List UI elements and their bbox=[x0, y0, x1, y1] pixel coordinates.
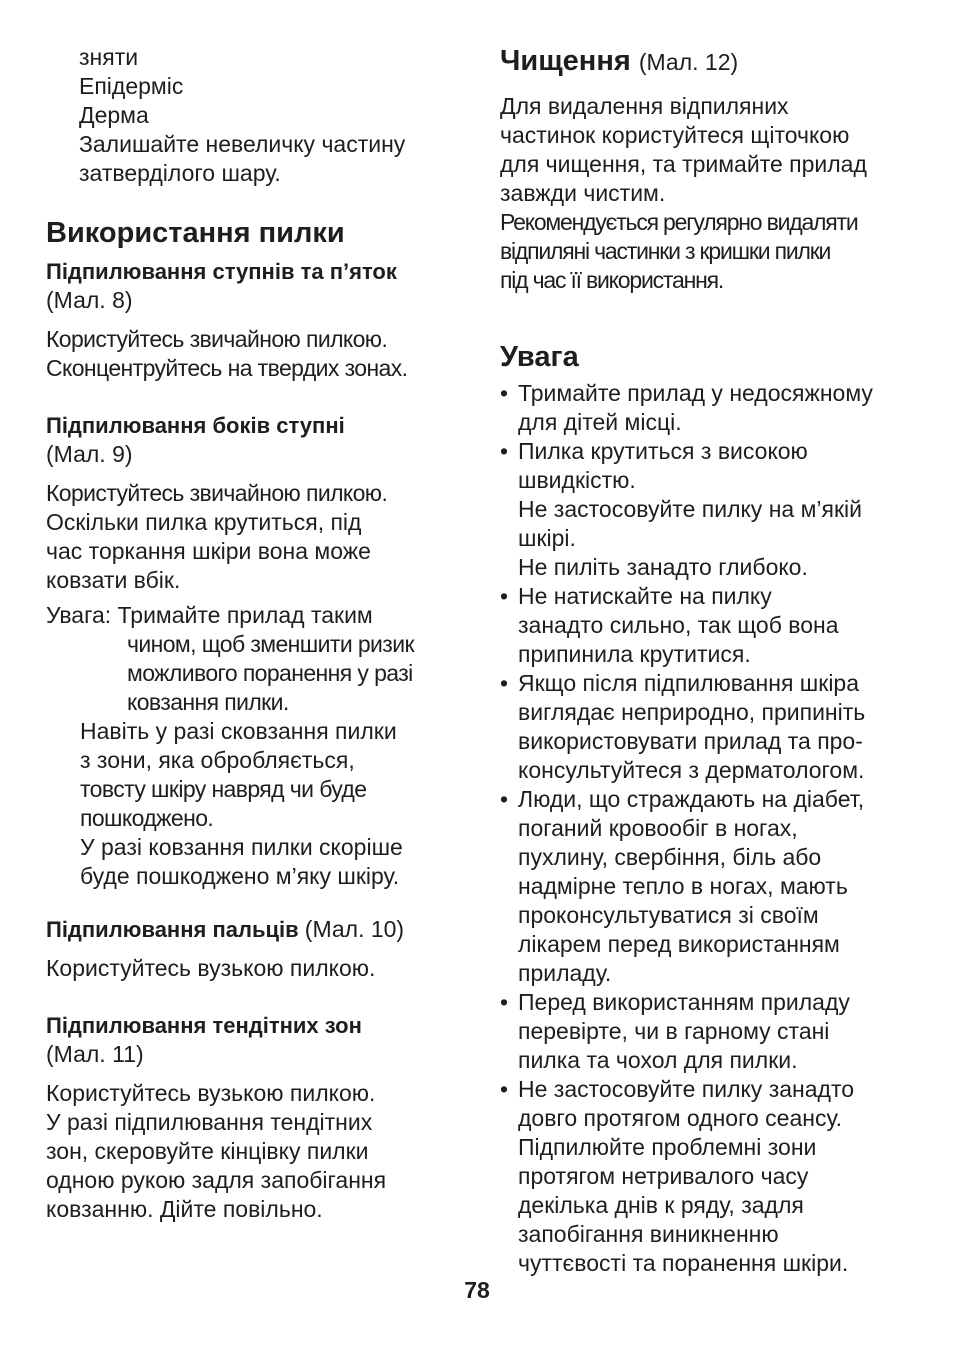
toes-title: Підпилювання пальців bbox=[46, 917, 299, 942]
text-line: одною рукою задля запобігання bbox=[46, 1167, 387, 1193]
toes-title-line bbox=[46, 915, 466, 944]
text-line: можливого поранення у разі bbox=[127, 660, 413, 686]
text-line: проконсультуватися зі своїм bbox=[518, 902, 819, 928]
text-line: чуттєвості та поранення шкіри. bbox=[518, 1250, 849, 1276]
text-line: завжди чистим. bbox=[500, 180, 666, 206]
note-label: Увага: bbox=[46, 602, 112, 628]
text-line: використовувати прилад та про- bbox=[518, 728, 863, 754]
text-line: швидкістю. bbox=[518, 467, 636, 493]
text-line: Не пиліть занадто глибоко. bbox=[518, 554, 808, 580]
sensitive-section bbox=[46, 1011, 466, 1224]
text-line: перевірте, чи в гарному стані bbox=[518, 1018, 830, 1044]
text-line: Пилка крутиться з високою bbox=[518, 438, 808, 464]
text-line: Тримайте прилад у недосяжному bbox=[518, 380, 873, 406]
bullet-icon: • bbox=[500, 989, 509, 1015]
text-line: Сконцентруйтесь на твердих зонах. bbox=[46, 355, 408, 381]
list-item bbox=[500, 379, 930, 437]
bullet-icon: • bbox=[500, 670, 509, 696]
sides-ref: (Мал. 9) bbox=[46, 441, 133, 467]
sensitive-title: Підпилювання тендітних зон bbox=[46, 1013, 362, 1038]
text-line: пухлину, свербіння, біль або bbox=[518, 844, 822, 870]
text-line: Перед використанням приладу bbox=[518, 989, 850, 1015]
text-line: ковзати вбік. bbox=[46, 567, 181, 593]
text-line: час торкання шкіри вона може bbox=[46, 538, 371, 564]
text-line: приладу. bbox=[518, 960, 612, 986]
text-line: затверділого шару. bbox=[79, 160, 281, 186]
list-item bbox=[500, 582, 930, 669]
text-line: надмірне тепло в ногах, мають bbox=[518, 873, 848, 899]
text-line: Якщо після підпилювання шкіра bbox=[518, 670, 860, 696]
text-line: ковзання пилки. bbox=[127, 689, 289, 715]
text-line: Залишайте невеличку частину bbox=[79, 131, 406, 157]
text-line: лікарем перед використанням bbox=[518, 931, 840, 957]
text-line: Навіть у разі сковзання пилки bbox=[80, 718, 397, 744]
bullet-icon: • bbox=[500, 583, 509, 609]
text-line: запобігання виникненню bbox=[518, 1221, 779, 1247]
text-line: пилка та чохол для пилки. bbox=[518, 1047, 798, 1073]
bullet-icon: • bbox=[500, 1076, 509, 1102]
feet-section bbox=[46, 257, 466, 383]
text-line: товсту шкіру навряд чи буде bbox=[80, 776, 367, 802]
text-line: з зони, яка обробляється, bbox=[80, 747, 355, 773]
text-line: протягом нетривалого часу bbox=[518, 1163, 809, 1189]
list-item bbox=[500, 437, 930, 582]
text-line: Підпилюйте проблемні зони bbox=[518, 1134, 817, 1160]
toes-ref: (Мал. 10) bbox=[304, 916, 405, 942]
cleaning-ref: (Мал. 12) bbox=[638, 49, 739, 75]
text-line: Епідерміс bbox=[79, 73, 184, 99]
bullet-icon: • bbox=[500, 786, 509, 812]
text-line: зняти bbox=[79, 44, 139, 70]
list-item bbox=[500, 785, 930, 988]
text-line: Не натискайте на пилку bbox=[518, 583, 772, 609]
list-item bbox=[500, 988, 930, 1075]
note-first-line bbox=[46, 601, 466, 630]
text-line: Не застосовуйте пилку на м’якій bbox=[518, 496, 862, 522]
sensitive-ref: (Мал. 11) bbox=[46, 1041, 144, 1067]
text-line: поганий кровообіг в ногах, bbox=[518, 815, 798, 841]
cleaning-title: Чищення bbox=[500, 45, 631, 77]
bullet-icon: • bbox=[500, 438, 509, 464]
warning-heading: Увага bbox=[500, 341, 579, 373]
page-number: 78 bbox=[464, 1277, 490, 1303]
text-line: ковзанню. Дійте повільно. bbox=[46, 1196, 323, 1222]
text-line: Оскільки пилка крутиться, під bbox=[46, 509, 362, 535]
text-line: У разі ковзання пилки скоріше bbox=[80, 834, 403, 860]
feet-title: Підпилювання ступнів та п’яток bbox=[46, 259, 397, 284]
text-line: для дітей місці. bbox=[518, 409, 682, 435]
text-line: виглядає неприродно, припиніть bbox=[518, 699, 866, 725]
note-continuation bbox=[46, 630, 466, 717]
text-line: Дерма bbox=[79, 102, 149, 128]
warning-list bbox=[500, 379, 930, 1278]
text-line: припинила крутитися. bbox=[518, 641, 751, 667]
text-line: шкірі. bbox=[518, 525, 576, 551]
text-line: зон, скеровуйте кінцівку пилки bbox=[46, 1138, 369, 1164]
text-line: консультуйтеся з дерматологом. bbox=[518, 757, 865, 783]
text-line: Люди, що страждають на діабет, bbox=[518, 786, 865, 812]
text-line: довго протягом одного сеансу. bbox=[518, 1105, 843, 1131]
sides-section bbox=[46, 411, 466, 891]
text-line: Користуйтесь звичайною пилкою. bbox=[46, 480, 388, 506]
text-line: Користуйтесь вузькою пилкою. bbox=[46, 955, 376, 981]
list-item bbox=[500, 669, 930, 785]
sides-title: Підпилювання боків ступні bbox=[46, 413, 345, 438]
toes-section bbox=[46, 915, 466, 983]
text-line: частинок користуйтеся щіточкою bbox=[500, 122, 850, 148]
text-line: буде пошкоджено м’яку шкіру. bbox=[80, 863, 400, 889]
text-line: відпиляні частинки з кришки пилки bbox=[500, 238, 831, 264]
cleaning-title-line bbox=[500, 44, 920, 79]
usage-heading: Використання пилки bbox=[46, 217, 345, 249]
text-line: Користуйтесь звичайною пилкою. bbox=[46, 326, 388, 352]
list-item bbox=[500, 1075, 930, 1278]
text-line: У разі підпилювання тендітних bbox=[46, 1109, 373, 1135]
feet-ref: (Мал. 8) bbox=[46, 287, 133, 313]
text-line: декілька днів к ряду, задля bbox=[518, 1192, 804, 1218]
text-line: пошкоджено. bbox=[80, 805, 214, 831]
text-line: занадто сильно, так щоб вона bbox=[518, 612, 839, 638]
cleaning-section bbox=[500, 44, 920, 295]
text-line: Для видалення відпиляних bbox=[500, 93, 789, 119]
note-text: Тримайте прилад таким bbox=[117, 602, 373, 628]
text-line: для чищення, та тримайте прилад bbox=[500, 151, 867, 177]
text-line: чином, щоб зменшити ризик bbox=[127, 631, 414, 657]
text-line: Не застосовуйте пилку занадто bbox=[518, 1076, 855, 1102]
bullet-icon: • bbox=[500, 380, 509, 406]
text-line: Рекомендується регулярно видаляти bbox=[500, 209, 858, 235]
intro-text bbox=[79, 43, 479, 188]
note-extra bbox=[46, 717, 466, 891]
text-line: під час її використання. bbox=[500, 267, 724, 293]
text-line: Користуйтесь вузькою пилкою. bbox=[46, 1080, 376, 1106]
